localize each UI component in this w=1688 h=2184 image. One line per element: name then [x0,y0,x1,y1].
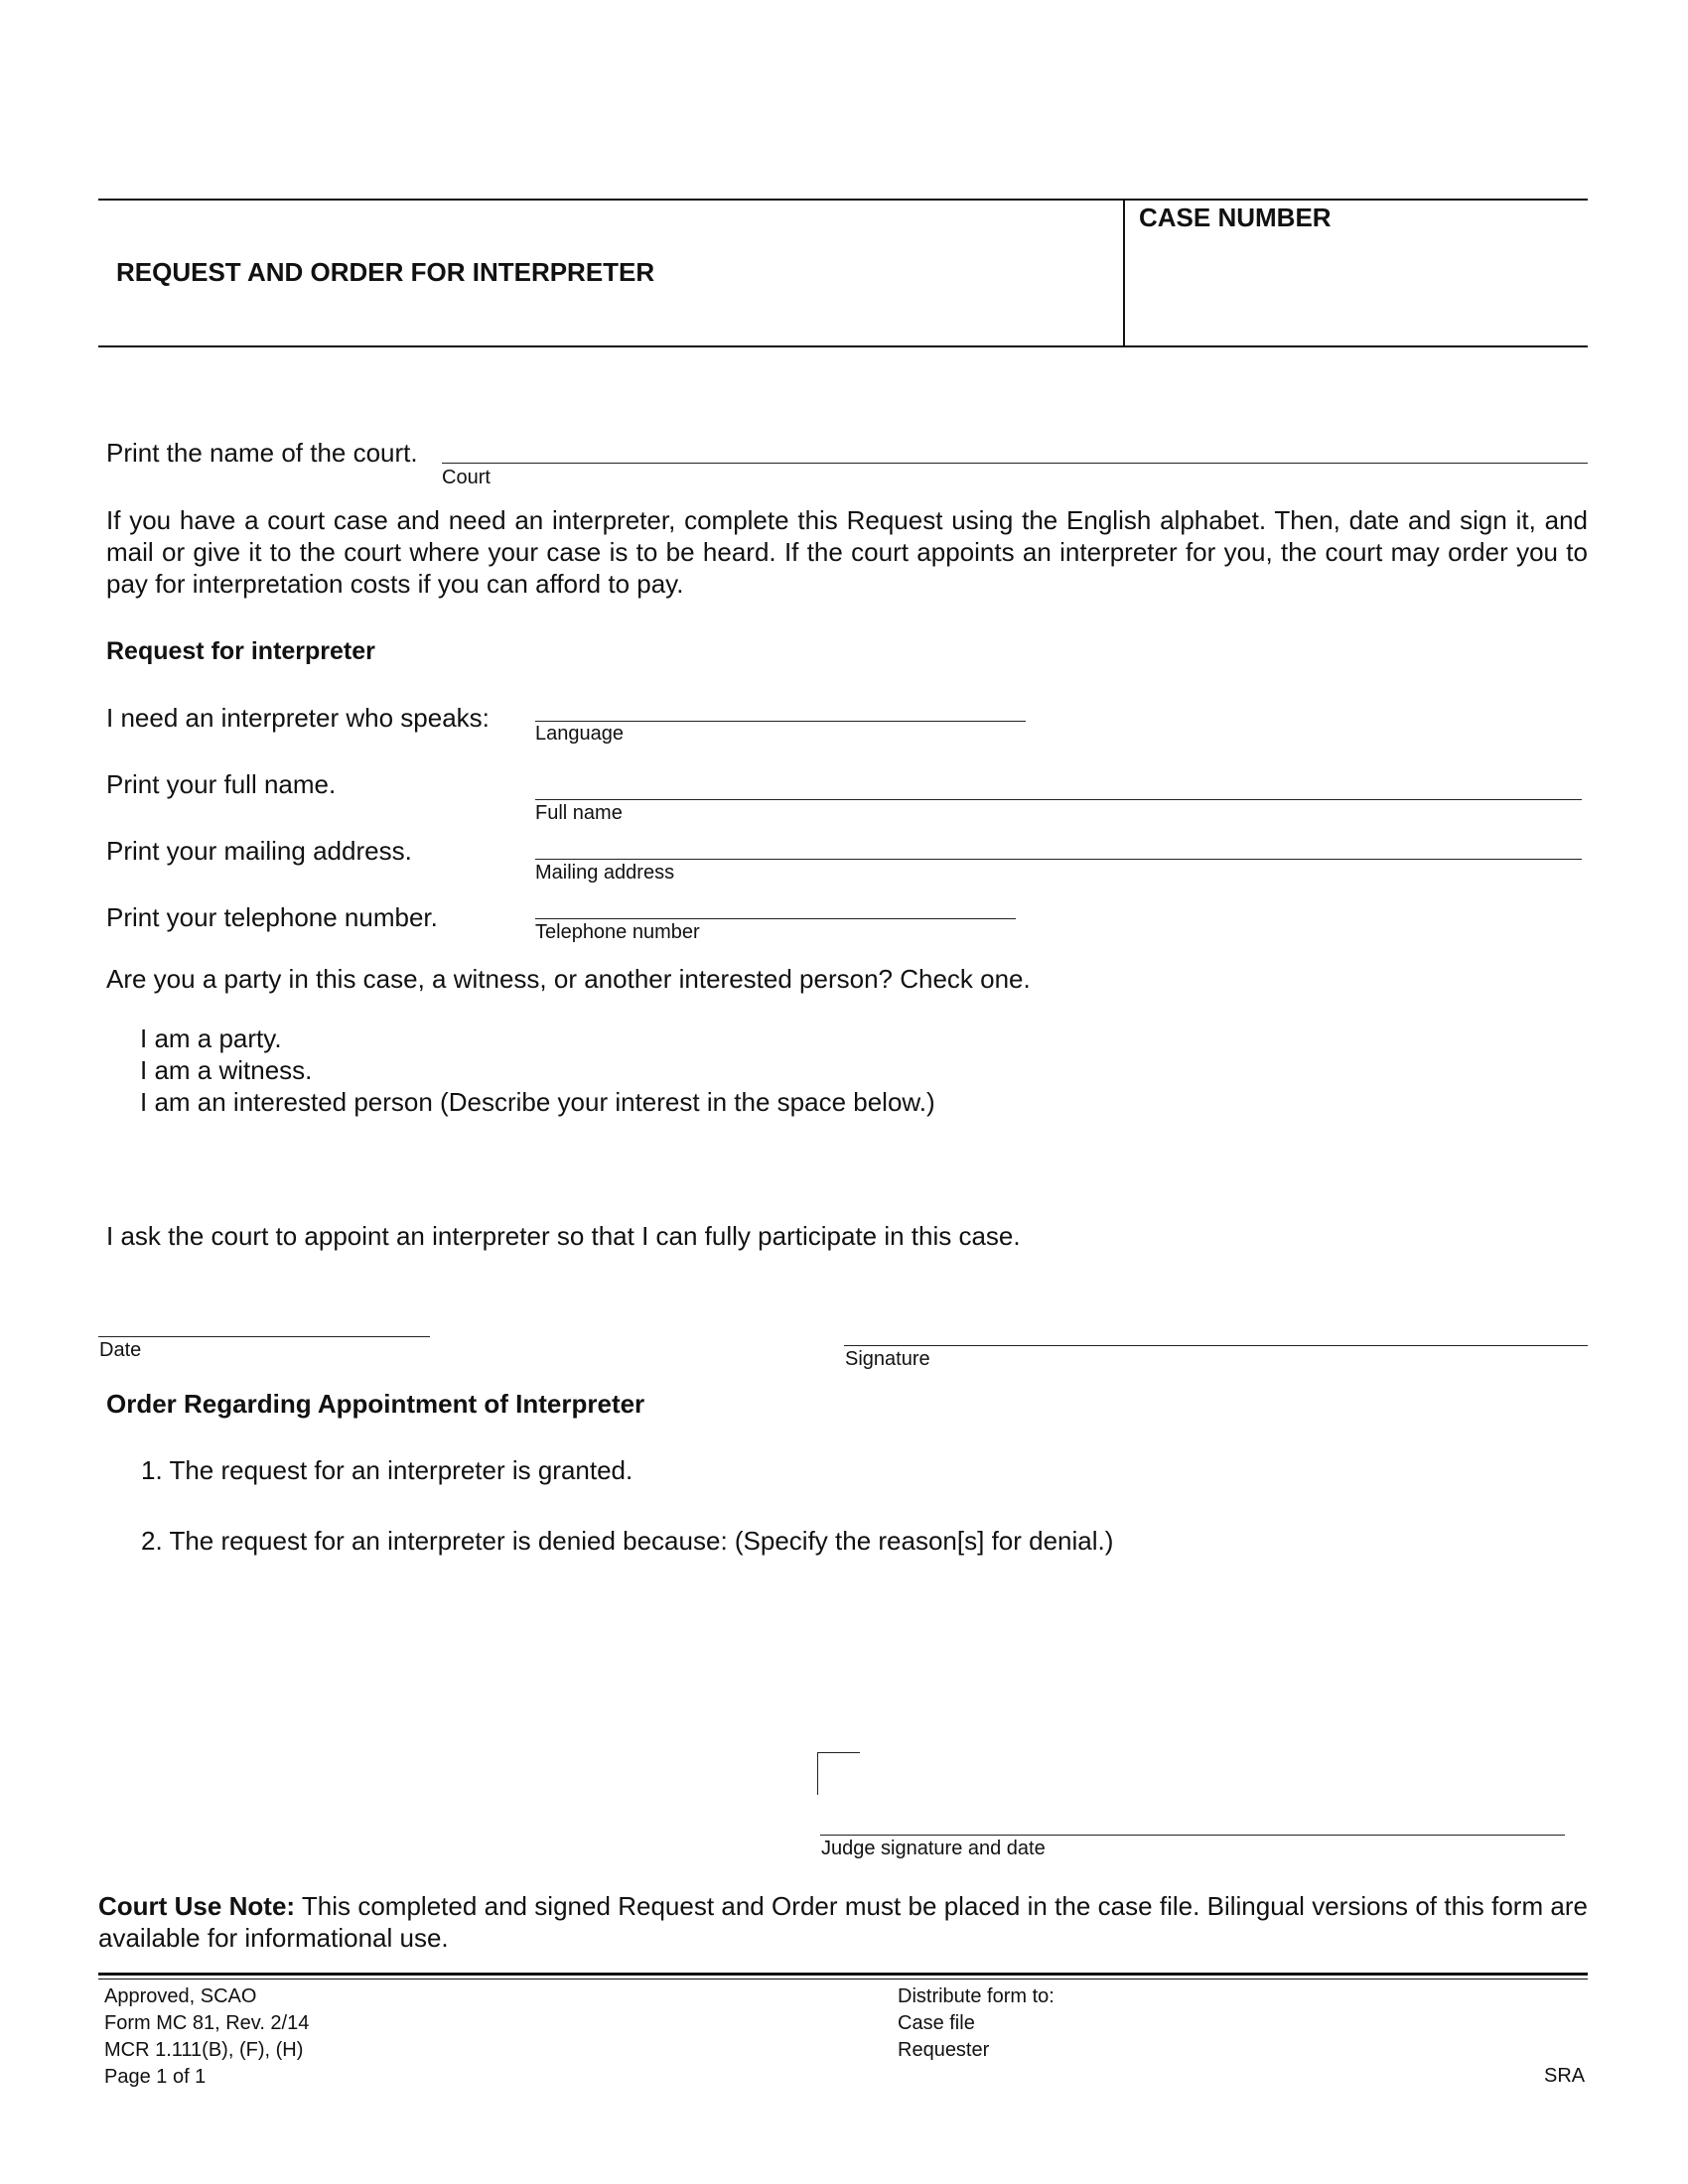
party-question: Are you a party in this case, a witness, or another interested person? Check one. [106,964,1031,994]
form-title: REQUEST AND ORDER FOR INTERPRETER [116,257,655,287]
footer-distribution [898,1983,1055,2064]
order-heading: Order Regarding Appointment of Interpreter [106,1389,645,1419]
ask-statement: I ask the court to appoint an interpreter so that I can fully participate in this case. [106,1221,1021,1251]
court-use-note [98,1890,1588,1954]
mailing-address-label: Mailing address [535,862,675,884]
granted-checkbox[interactable] [117,1459,137,1479]
form-number-line: Form MC 81, Rev. 2/14 [104,2012,310,2034]
distribute-requester: Requester [898,2039,990,2061]
name-prompt: Print your full name. [106,769,337,799]
court-field-label: Court [442,467,491,488]
judge-signature-underline [820,1835,1565,1836]
date-underline [98,1336,430,1337]
request-heading: Request for interpreter [106,637,375,665]
denied-checkbox[interactable] [117,1530,137,1550]
party-checkbox[interactable] [117,1028,137,1048]
page-number-line: Page 1 of 1 [104,2066,207,2088]
signature-underline [844,1345,1588,1346]
header-bottom-rule [98,345,1588,347]
full-name-label: Full name [535,802,623,824]
language-input[interactable] [537,689,1024,719]
court-use-note-label: Court Use Note: [98,1891,296,1921]
judge-signature-label: Judge signature and date [821,1838,1046,1859]
telephone-underline [535,918,1016,919]
header-top-rule [98,199,1588,201]
mailing-address-input[interactable] [537,826,1580,856]
mailing-address-underline [535,859,1582,860]
option-witness: I am a witness. [140,1055,313,1085]
signature-label: Signature [845,1348,930,1370]
order-granted: 1. The request for an interpreter is granted. [141,1455,633,1485]
footer-code: SRA [1544,2065,1586,2087]
telephone-input[interactable] [537,886,1014,915]
date-input[interactable] [100,1302,428,1332]
rule-reference-line: MCR 1.111(B), (F), (H) [104,2039,304,2061]
judge-signature-input[interactable] [822,1797,1562,1829]
case-number-input[interactable] [1139,258,1576,298]
denial-reason-input[interactable] [169,1569,1579,1717]
witness-checkbox[interactable] [117,1060,137,1080]
court-name-input[interactable] [444,429,1586,461]
intro-paragraph: If you have a court case and need an interpreter, complete this Request using the English alphabet. Then, date and sign it, and mail or give it to the court where your case is to be heard. If the court appoints an interpreter for you, the court may order you to pay for interpretation costs if you can afford to pay. [106,505,1588,599]
language-label: Language [535,723,624,745]
option-party: I am a party. [140,1024,282,1053]
signature-input[interactable] [846,1310,1581,1342]
seal-corner-mark [817,1752,860,1795]
full-name-underline [535,799,1582,800]
date-label: Date [99,1339,142,1361]
telephone-label: Telephone number [535,921,700,943]
phone-prompt: Print your telephone number. [106,902,438,932]
court-use-note-text: This completed and signed Request and Order must be placed in the case file. Bilingual versions of this form are available for informational use. [98,1891,1588,1953]
footer-left [104,1983,309,2091]
interested-person-checkbox[interactable] [117,1092,137,1112]
case-number-label: CASE NUMBER [1139,203,1332,232]
order-denied: 2. The request for an interpreter is denied because: (Specify the reason[s] for denial.) [141,1526,1114,1556]
distribute-case-file: Case file [898,2012,975,2034]
interest-description-input[interactable] [140,1124,1580,1193]
footer-rule-top [98,1973,1588,1976]
distribute-label: Distribute form to: [898,1985,1055,2007]
language-prompt: I need an interpreter who speaks: [106,703,490,733]
option-interested-person: I am an interested person (Describe your interest in the space below.) [140,1087,935,1117]
approved-line: Approved, SCAO [104,1985,257,2007]
full-name-input[interactable] [537,766,1580,796]
court-underline [442,463,1588,464]
header-divider [1123,199,1125,346]
court-prompt: Print the name of the court. [106,438,418,468]
address-prompt: Print your mailing address. [106,836,412,866]
